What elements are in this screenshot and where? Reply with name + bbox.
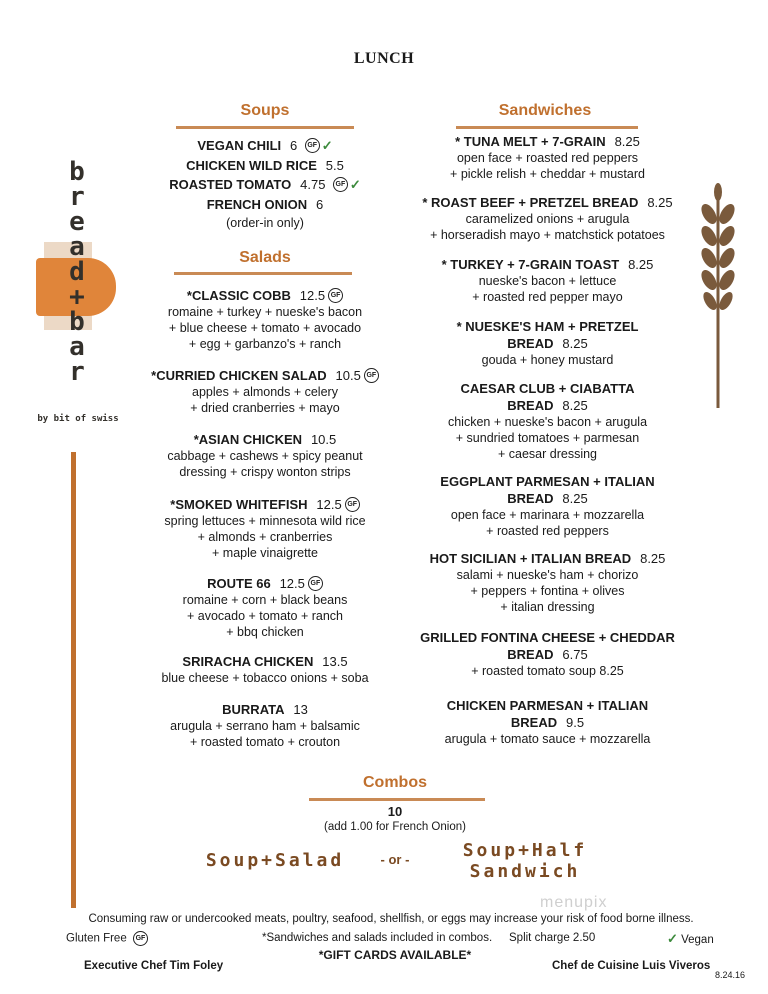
list-item bbox=[140, 156, 390, 176]
item-price: 13.5 bbox=[322, 654, 348, 669]
gluten-free-icon: GF bbox=[133, 931, 148, 946]
salads-rule bbox=[174, 272, 352, 275]
gift-cards: *GIFT CARDS AVAILABLE* bbox=[318, 948, 472, 962]
gluten-free-icon: GF bbox=[308, 576, 323, 591]
item-desc: + almonds + cranberries bbox=[197, 530, 333, 544]
item-price: 8.25 bbox=[640, 551, 666, 566]
item-price: 9.5 bbox=[566, 715, 585, 730]
item-name: * ROAST BEEF + PRETZEL BREAD bbox=[422, 195, 639, 210]
sandwich-eggplant-parmesan bbox=[410, 473, 685, 539]
vegan-leaf-icon: ✓ bbox=[321, 138, 333, 153]
gluten-free-icon: GF bbox=[328, 288, 343, 303]
salad-cobb bbox=[140, 288, 390, 352]
combo-option-line: Soup+Half bbox=[462, 840, 588, 861]
soups-rule bbox=[176, 126, 354, 129]
item-desc: + avocado + tomato + ranch bbox=[186, 609, 343, 623]
item-name: * TUNA MELT + 7-GRAIN bbox=[455, 134, 606, 149]
logo-letters bbox=[62, 157, 92, 387]
item-desc: + bbq chicken bbox=[226, 625, 304, 639]
vegan-leaf-icon: ✓ bbox=[349, 177, 361, 192]
item-desc: cabbage + cashews + spicy peanut bbox=[167, 449, 363, 463]
item-desc: + roasted tomato + crouton bbox=[189, 735, 341, 749]
combo-option-line: Sandwich bbox=[469, 861, 581, 882]
salad-curried-chicken bbox=[140, 368, 390, 416]
logo-letter: a bbox=[69, 332, 85, 362]
left-bar bbox=[71, 452, 76, 908]
split-charge: Split charge 2.50 bbox=[509, 932, 596, 944]
item-price: 5.5 bbox=[325, 157, 344, 173]
sandwich-grilled-fontina bbox=[405, 629, 690, 679]
gluten-free-icon: GF bbox=[364, 368, 379, 383]
item-name: VEGAN CHILI bbox=[197, 138, 282, 153]
item-price: 8.25 bbox=[647, 195, 673, 210]
salad-sriracha-chicken bbox=[140, 654, 390, 686]
item-name: HOT SICILIAN + ITALIAN BREAD bbox=[429, 551, 632, 566]
item-desc: blue cheese + tobacco onions + soba bbox=[161, 671, 369, 685]
item-price: 8.25 bbox=[562, 336, 588, 351]
sandwiches-heading: Sandwiches bbox=[498, 102, 592, 119]
gluten-free-icon: GF bbox=[345, 497, 360, 512]
combos-included-note: *Sandwiches and salads included in combos. bbox=[262, 932, 493, 944]
logo-letter: a bbox=[69, 232, 85, 262]
item-desc: arugula + serrano ham + balsamic bbox=[170, 719, 360, 733]
item-price: 10.5 bbox=[335, 368, 361, 383]
item-desc: open face + roasted red peppers bbox=[456, 151, 639, 165]
item-name: * TURKEY + 7-GRAIN TOAST bbox=[441, 257, 620, 272]
item-name: ROUTE 66 bbox=[207, 576, 271, 591]
item-name: FRENCH ONION bbox=[206, 196, 308, 212]
soups-list bbox=[140, 136, 390, 234]
item-desc: romaine + corn + black beans bbox=[182, 593, 348, 607]
logo-letter: + bbox=[69, 282, 85, 312]
item-price: 8.25 bbox=[562, 398, 588, 413]
sandwich-roast-beef bbox=[405, 195, 690, 243]
logo-letter: d bbox=[69, 257, 85, 287]
item-price: 4.75 bbox=[300, 177, 326, 192]
item-name: SRIRACHA CHICKEN bbox=[182, 654, 314, 669]
logo-letter: b bbox=[69, 307, 85, 337]
logo-letter: e bbox=[69, 207, 85, 237]
item-name: BREAD bbox=[507, 491, 554, 506]
item-desc: + dried cranberries + mayo bbox=[190, 401, 340, 415]
salad-smoked-whitefish bbox=[140, 497, 390, 561]
combos-price: 10 bbox=[387, 804, 403, 819]
item-price: 6 bbox=[316, 196, 324, 212]
page-title: LUNCH bbox=[353, 50, 415, 67]
item-price: 12.5 bbox=[299, 288, 326, 303]
item-desc: + italian dressing bbox=[500, 600, 595, 614]
sandwich-hot-sicilian bbox=[410, 551, 685, 615]
item-name: GRILLED FONTINA CHEESE + CHEDDAR bbox=[420, 630, 675, 645]
item-desc: gouda + honey mustard bbox=[481, 353, 614, 367]
item-desc: nueske's bacon + lettuce bbox=[478, 274, 617, 288]
sandwiches-rule bbox=[456, 126, 638, 129]
item-name: *CURRIED CHICKEN SALAD bbox=[151, 368, 327, 383]
item-name: *CLASSIC COBB bbox=[186, 288, 291, 303]
item-desc: + maple vinaigrette bbox=[212, 546, 318, 560]
logo-letter: r bbox=[69, 182, 85, 212]
item-desc: spring lettuces + minnesota wild rice bbox=[164, 514, 366, 528]
item-name: * NUESKE'S HAM + PRETZEL bbox=[456, 319, 639, 334]
combo-or: - or - bbox=[380, 852, 410, 867]
sandwich-nueskes-ham bbox=[410, 318, 685, 369]
item-name: BREAD bbox=[510, 715, 558, 730]
sandwich-turkey bbox=[410, 257, 685, 305]
disclaimer: Consuming raw or undercooked meats, poultry, seafood, shellfish, or eggs may increase your risk of food borne illness. bbox=[88, 913, 694, 925]
item-desc: dressing + crispy wonton strips bbox=[179, 465, 351, 479]
item-name: EGGPLANT PARMESAN + ITALIAN bbox=[440, 474, 655, 489]
item-desc: arugula + tomato sauce + mozzarella bbox=[444, 732, 651, 746]
item-desc: + horseradish mayo + matchstick potatoes bbox=[430, 228, 665, 242]
soups-heading: Soups bbox=[240, 102, 290, 119]
wheat-icon bbox=[690, 180, 746, 410]
item-desc: + roasted red peppers bbox=[486, 524, 609, 538]
legend-gluten-free bbox=[66, 931, 148, 946]
sandwich-tuna-melt bbox=[410, 134, 685, 182]
vegan-leaf-icon: ✓ bbox=[667, 931, 678, 946]
combos-note: (add 1.00 for French Onion) bbox=[324, 821, 466, 833]
item-price: 13 bbox=[293, 702, 308, 717]
item-desc: romaine + turkey + nueske's bacon bbox=[167, 305, 363, 319]
item-desc: + roasted red pepper mayo bbox=[472, 290, 623, 304]
salad-route-66 bbox=[140, 576, 390, 640]
item-desc: + caesar dressing bbox=[497, 447, 597, 461]
item-price: 10.5 bbox=[310, 432, 337, 447]
item-name: CAESAR CLUB + CIABATTA bbox=[460, 381, 635, 396]
item-name: ROASTED TOMATO bbox=[169, 177, 292, 192]
combos-heading: Combos bbox=[363, 774, 427, 791]
item-desc: chicken + nueske's bacon + arugula bbox=[447, 415, 648, 429]
item-desc: + peppers + fontina + olives bbox=[470, 584, 625, 598]
item-desc: + roasted tomato soup 8.25 bbox=[471, 664, 624, 678]
logo-letter: r bbox=[69, 357, 85, 387]
item-name: *ASIAN CHICKEN bbox=[193, 432, 303, 447]
logo-letter: b bbox=[69, 157, 85, 187]
item-name: CHICKEN PARMESAN + ITALIAN bbox=[446, 698, 649, 713]
item-desc: salami + nueske's ham + chorizo bbox=[456, 568, 639, 582]
list-item bbox=[140, 175, 390, 195]
combos-rule bbox=[309, 798, 485, 801]
item-price: 6 bbox=[290, 138, 298, 153]
item-price: 6.75 bbox=[562, 647, 588, 662]
item-name: BREAD bbox=[507, 398, 554, 413]
list-item bbox=[140, 195, 390, 215]
combo-option-soup-half-sandwich bbox=[440, 840, 610, 882]
item-price: 8.25 bbox=[614, 134, 640, 149]
item-name: *SMOKED WHITEFISH bbox=[170, 497, 308, 512]
item-name: BREAD bbox=[507, 647, 554, 662]
list-item bbox=[140, 136, 390, 156]
item-name: CHICKEN WILD RICE bbox=[186, 157, 317, 173]
item-price: 8.25 bbox=[628, 257, 654, 272]
item-price: 12.5 bbox=[316, 497, 342, 512]
legend-label: Vegan bbox=[681, 934, 714, 946]
item-note: (order-in only) bbox=[226, 216, 304, 230]
salad-asian-chicken bbox=[140, 432, 390, 480]
item-price: 8.25 bbox=[562, 491, 588, 506]
executive-chef: Executive Chef Tim Foley bbox=[84, 960, 224, 972]
item-desc: + blue cheese + tomato + avocado bbox=[168, 321, 362, 335]
gluten-free-icon: GF bbox=[333, 177, 348, 192]
combo-option-soup-salad: Soup+Salad bbox=[205, 850, 345, 871]
salads-heading: Salads bbox=[239, 249, 291, 266]
item-price: 12.5 bbox=[279, 576, 305, 591]
legend-label: Gluten Free bbox=[66, 932, 127, 945]
chef-de-cuisine: Chef de Cuisine Luis Viveros bbox=[552, 960, 711, 972]
logo-tagline: by bit of swiss bbox=[37, 414, 119, 424]
item-desc: open face + marinara + mozzarella bbox=[450, 508, 645, 522]
item-desc: + pickle relish + cheddar + mustard bbox=[450, 167, 645, 181]
legend-vegan bbox=[665, 931, 714, 947]
salad-burrata bbox=[140, 702, 390, 750]
item-desc: + egg + garbanzo's + ranch bbox=[188, 337, 342, 351]
item-name: BURRATA bbox=[222, 702, 285, 717]
item-desc: + sundried tomatoes + parmesan bbox=[455, 431, 640, 445]
gluten-free-icon: GF bbox=[305, 138, 320, 153]
sandwich-chicken-parmesan bbox=[410, 697, 685, 747]
item-desc: apples + almonds + celery bbox=[192, 385, 338, 399]
menu-date: 8.24.16 bbox=[715, 970, 746, 980]
item-desc: caramelized onions + arugula bbox=[465, 212, 630, 226]
watermark: menupix bbox=[540, 894, 608, 911]
sandwich-caesar-club bbox=[410, 380, 685, 462]
item-name: BREAD bbox=[507, 336, 554, 351]
